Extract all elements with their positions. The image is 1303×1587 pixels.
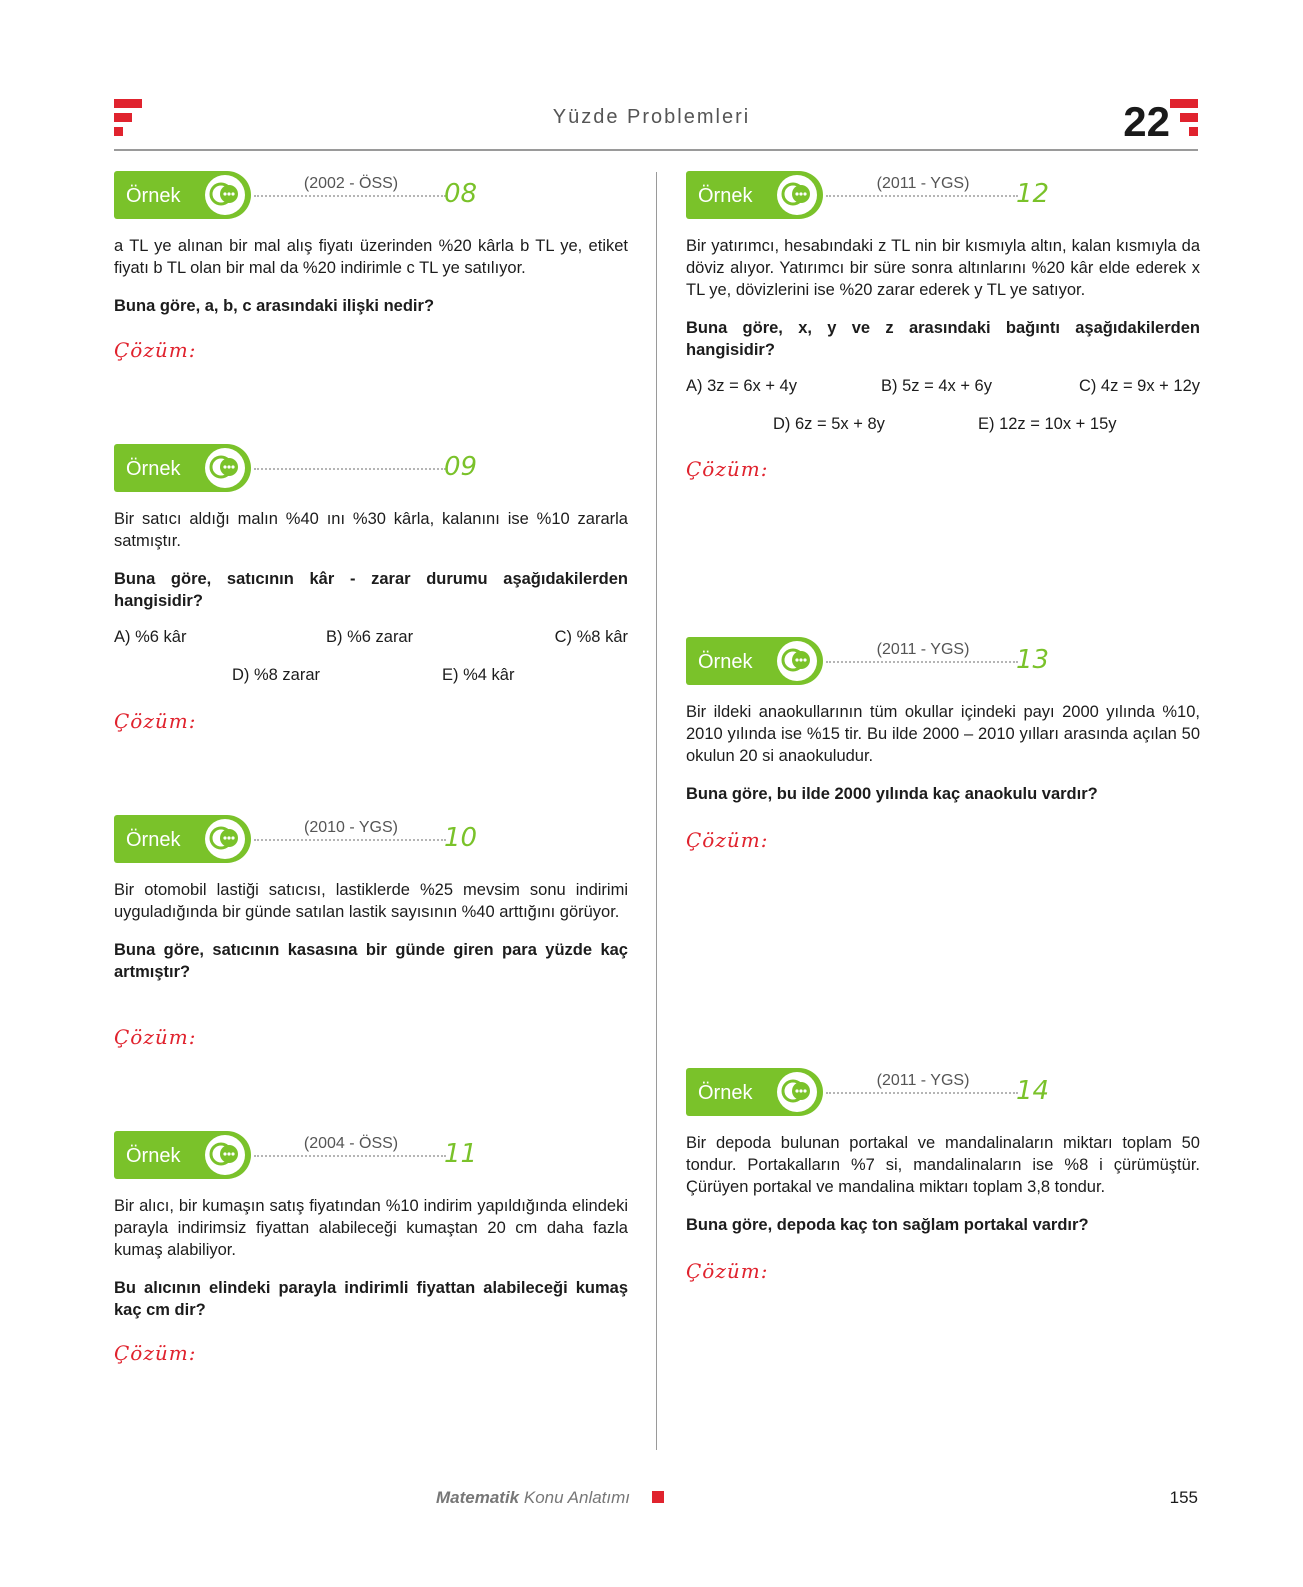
option-c: C) %8 kâr (554, 628, 628, 646)
example-source: (2004 - ÖSS) (303, 1135, 399, 1152)
ornek-badge (114, 171, 251, 219)
example-header (114, 171, 628, 219)
badge-label: Örnek (698, 185, 753, 207)
example-text: Bir depoda bulunan portakal ve mandalinaların miktarı toplam 50 tondur. Portakalların %7 si, mandalinaların ise %8 i çürümüştür. Çürüyen portakal ve mandalina miktarı toplam 3,8 tondur. (686, 1134, 1200, 1196)
example-header (114, 444, 628, 492)
footer-brand-bold: Matematik (436, 1488, 520, 1507)
example-question: Buna göre, satıcının kâr - zarar durumu aşağıdakilerden hangisidir? (114, 570, 628, 610)
dotted-leader (826, 195, 1018, 197)
speech-bubbles-icon (777, 1072, 817, 1112)
example-question: Buna göre, x, y ve z arasındaki bağıntı aşağıdakilerden hangisidir? (686, 319, 1200, 359)
option-c: C) 4z = 9x + 12y (1078, 377, 1200, 395)
example-number: 09 (444, 452, 478, 482)
ornek-badge (114, 815, 251, 863)
speech-bubbles-icon (205, 175, 245, 215)
option-e: E) %4 kâr (442, 666, 515, 684)
example-12 (686, 171, 1200, 437)
example-source: (2011 - YGS) (876, 175, 970, 192)
option-a: A) %6 kâr (114, 628, 187, 646)
ornek-badge (686, 637, 823, 685)
answer-options (686, 377, 1200, 437)
column-divider (656, 172, 657, 1450)
badge-label: Örnek (126, 185, 181, 207)
example-number: 12 (1016, 179, 1050, 209)
example-question: Buna göre, satıcının kasasına bir günde giren para yüzde kaç artmıştır? (114, 941, 628, 981)
example-13 (686, 637, 1200, 805)
chapter-number: 22 (1123, 98, 1170, 145)
example-header (114, 1131, 628, 1179)
dotted-leader (254, 468, 446, 470)
example-number: 13 (1016, 645, 1050, 675)
speech-bubbles-icon (777, 175, 817, 215)
example-question: Buna göre, a, b, c arasındaki ilişki nedir? (114, 297, 435, 315)
badge-label: Örnek (126, 458, 181, 480)
example-number: 08 (444, 179, 478, 209)
example-text: Bir ildeki anaokullarının tüm okullar içindeki payı 2000 yılında %10, 2010 yılında ise %15 tir. Bu ilde 2000 – 2010 yılları arasında açılan 50 okulun 20 si anaokuludur. (686, 703, 1200, 765)
example-11 (114, 1131, 628, 1321)
example-text: Bir yatırımcı, hesabındaki z TL nin bir kısmıyla altın, kalan kısmıyla da döviz alıyor. Yatırımcı bir süre sonra altınlarını %20 kâr elde ederek x TL ye, dövizlerini ise %20 zarar ederek y TL ye satıyor. (686, 237, 1200, 299)
dotted-leader (826, 661, 1018, 663)
badge-label: Örnek (698, 1082, 753, 1104)
footer-brand (436, 1488, 630, 1508)
example-number: 14 (1016, 1076, 1050, 1106)
example-08 (114, 171, 628, 317)
option-a: A) 3z = 6x + 4y (686, 377, 797, 395)
example-text: a TL ye alınan bir mal alış fiyatı üzerinden %20 kârla b TL ye, etiket fiyatı b TL olan bir mal da %20 indirimle c TL ye satılıyor. (114, 237, 628, 277)
badge-label: Örnek (698, 651, 753, 673)
option-b: B) %6 zarar (326, 628, 414, 646)
solution-label: Çözüm: (114, 338, 197, 362)
ornek-badge (114, 444, 251, 492)
page-number: 155 (1169, 1488, 1198, 1507)
option-e: E) 12z = 10x + 15y (978, 415, 1117, 433)
ornek-badge (686, 171, 823, 219)
example-header (114, 815, 628, 863)
solution-label: Çözüm: (114, 1341, 197, 1365)
example-source: (2002 - ÖSS) (303, 175, 399, 192)
example-question: Bu alıcının elindeki parayla indirimli fiyattan alabileceği kumaş kaç cm dir? (114, 1279, 628, 1319)
example-source: (2011 - YGS) (876, 1072, 970, 1089)
example-09 (114, 444, 628, 688)
solution-label: Çözüm: (686, 828, 769, 852)
badge-label: Örnek (126, 1145, 181, 1167)
example-question: Buna göre, depoda kaç ton sağlam portakal vardır? (686, 1216, 1089, 1234)
example-14 (686, 1068, 1200, 1236)
example-text: Bir alıcı, bir kumaşın satış fiyatından %10 indirim yapıldığında elindeki parayla indirimsiz fiyattan alabileceği kumaştan 20 cm daha fazla kumaş alabiliyor. (114, 1197, 628, 1259)
speech-bubbles-icon (205, 819, 245, 859)
brand-logo-right (1170, 99, 1200, 137)
option-d: D) %8 zarar (232, 666, 321, 684)
dotted-leader (254, 1155, 446, 1157)
example-header (686, 171, 1200, 219)
dotted-leader (254, 839, 446, 841)
answer-options (114, 628, 628, 688)
page-title: Yüzde Problemleri (552, 106, 751, 128)
example-header (686, 637, 1200, 685)
example-question: Buna göre, bu ilde 2000 yılında kaç anaokulu vardır? (686, 785, 1098, 803)
dotted-leader (254, 195, 446, 197)
footer-brand-rest: Konu Anlatımı (519, 1488, 631, 1507)
badge-label: Örnek (126, 829, 181, 851)
footer-square (652, 1491, 664, 1503)
header-rule (114, 149, 1198, 151)
dotted-leader (826, 1092, 1018, 1094)
speech-bubbles-icon (205, 1135, 245, 1175)
option-b: B) 5z = 4x + 6y (881, 377, 992, 395)
example-text: Bir otomobil lastiği satıcısı, lastiklerde %25 mevsim sonu indirimi uyguladığında bir günde satılan lastik sayısının %40 arttığını görüyor. (114, 881, 628, 921)
ornek-badge (686, 1068, 823, 1116)
option-d: D) 6z = 5x + 8y (773, 415, 885, 433)
ornek-badge (114, 1131, 251, 1179)
example-10 (114, 815, 628, 983)
example-source: (2010 - YGS) (304, 819, 398, 836)
example-text: Bir satıcı aldığı malın %40 ını %30 kârla, kalanını ise %10 zararla satmıştır. (114, 510, 628, 550)
example-number: 10 (444, 823, 478, 853)
solution-label: Çözüm: (686, 1259, 769, 1283)
solution-label: Çözüm: (114, 709, 197, 733)
solution-label: Çözüm: (114, 1025, 197, 1049)
example-source: (2011 - YGS) (876, 641, 970, 658)
speech-bubbles-icon (777, 641, 817, 681)
example-header (686, 1068, 1200, 1116)
solution-label: Çözüm: (686, 457, 769, 481)
example-number: 11 (444, 1139, 478, 1169)
speech-bubbles-icon (205, 448, 245, 488)
